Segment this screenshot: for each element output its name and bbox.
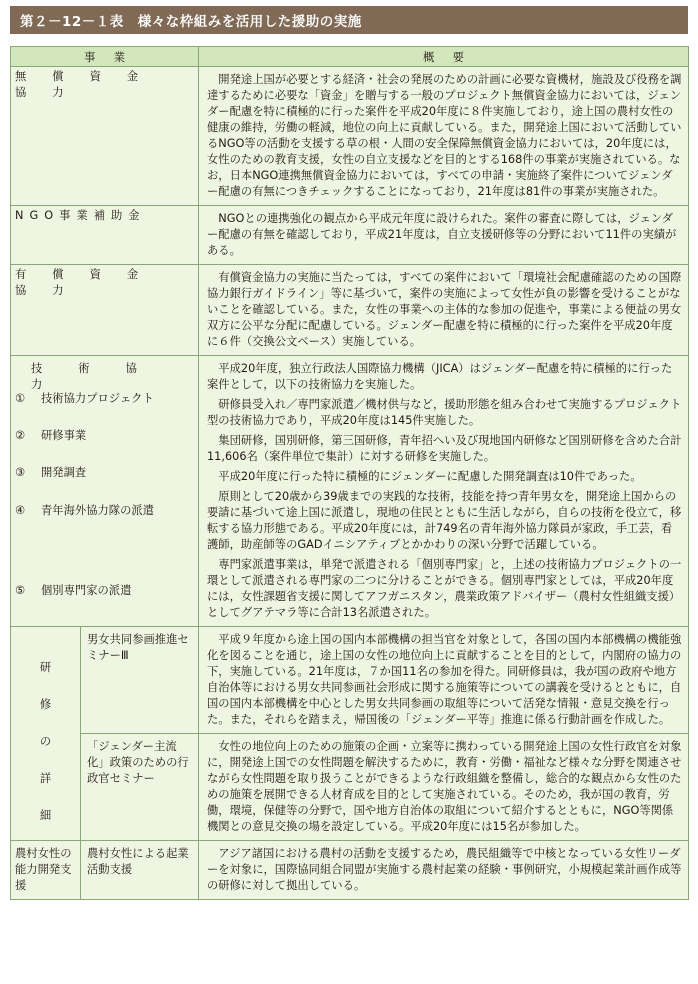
list-item: ② 研修事業 xyxy=(15,429,87,442)
row-name-ngo-subsidy: NGO事業補助金 xyxy=(11,206,199,265)
row-name-rural-entrepreneurship: 農村女性による起業活動支援 xyxy=(81,841,199,900)
table-title-bar xyxy=(10,6,688,34)
row-category-rural-women: 農村女性の能力開発支援 xyxy=(11,841,81,900)
table-row xyxy=(11,206,689,265)
row-name-gender-seminar: 男女共同参画推進セミナーⅢ xyxy=(81,627,199,734)
table-row xyxy=(11,734,689,841)
row-text-grant-aid: 開発途上国が必要とする経済・社会の発展のための計画に必要な資機材，施設及び役務を調達するために必要な「資金」を贈与する一般のプロジェクト無償資金協力においては，ジェンダー配慮を特に積極的に行った案件を平成20年度に８件実施しており，途上国の農村女性の健康の維持，労働の軽減，地位の向上に貢献している。また，開発途上国において活動しているNGO等の活動を支援する草の根・人間の安全保障無償資金協力においては，20年度には，女性のための教育支援，女性の自立支援などを目的とする168件の事業が実施されている。なお，日本NGO連携無償資金協力においては，すべての申請・実施終了案件についてジェンダー配慮の有無につきチェックすることになっており，21年度は81件の事業が実施された。 xyxy=(207,73,682,198)
item-text-tech-project: 研修員受入れ／専門家派遣／機材供与など，援助形態を組み合わせて実施するプロジェクト型の技術協力であり，平成20年度は145件実施した。 xyxy=(207,398,682,427)
row-text-ngo-subsidy: NGOとの連携強化の観点から平成元年度に設けられた。案件の審査に際しては，ジェンダー配慮の有無を確認しており，平成21年度は，自立支援研修等の分野において11件の実績がある。 xyxy=(207,212,677,257)
item-text-training: 集団研修，国別研修，第三国研修，青年招へい及び現地国内研修など国別研修を含めた合計11,606名（案件単位で集計）に対する研修を実施した。 xyxy=(207,434,682,463)
list-item: ④ 青年海外協力隊の派遣 xyxy=(15,504,154,517)
group-training-details: 研 修 の 詳 細 xyxy=(11,627,81,841)
row-name-mainstreaming-seminar: 「ジェンダー主流化」政策のための行政官セミナー xyxy=(81,734,199,841)
table-title: 第２－12－１表 様々な枠組みを活用した援助の実施 xyxy=(20,14,362,30)
row-name-loan-aid: 有償資金協力 xyxy=(11,265,199,356)
table-row xyxy=(11,356,689,627)
table-row xyxy=(11,841,689,900)
header-project: 事業 xyxy=(11,47,199,67)
table-row xyxy=(11,265,689,356)
list-item: ① 技術協力プロジェクト xyxy=(15,392,154,405)
list-item: ③ 開発調査 xyxy=(15,466,87,479)
aid-table xyxy=(10,46,689,900)
item-text-experts: 専門家派遣事業は，単発で派遣される「個別専門家」と，上述の技術協力プロジェクトの一環として派遣される専門家の二つに分けることができる。個別専門家としては，平成20年度には，女性課題省支援に関してアフガニスタン，農業政策アドバイザー（農村女性組織支援）としてグアテマラ等に合計13名派遣された。 xyxy=(207,558,682,619)
header-row xyxy=(11,47,689,67)
row-text-gender-seminar: 平成９年度から途上国の国内本部機構の担当官を対象として，各国の国内本部機構の機能強化を図ることを通じ，途上国の女性の地位向上に貢献することを目的として，内閣府の協力の下，実施している。21年度は，７か国11名の参加を得た。同研修員は，我が国の政府や地方自治体等における男女共同参画社会形成に関する施策等についての講義を受けるとともに，自国の国内本部機構を中心とした男女共同参画の取組等について活発な情報・意見交換を行った。また，それらを踏まえ，帰国後の「ジェンダー平等」推進に係る行動計画を作成した。 xyxy=(207,633,682,726)
table-row xyxy=(11,67,689,206)
row-text-rural-entrepreneurship: アジア諸国における農村の活動を支援するため，農民組織等で中核となっている女性リーダーを対象に，国際協同組合同盟が実施する農村起業の経験・事例研究，小規模起業計画作成等の研修に対して拠出している。 xyxy=(207,847,682,892)
row-name-grant-aid: 無償資金協力 xyxy=(11,67,199,206)
table-row xyxy=(11,627,689,734)
item-text-dev-study: 平成20年度に行った特に積極的にジェンダーに配慮した開発調査は10件であった。 xyxy=(218,470,642,483)
row-name-tech-coop: 技術協力 xyxy=(31,362,173,391)
header-summary: 概要 xyxy=(199,47,689,67)
item-text-jocv: 原則として20歳から39歳までの実践的な技術，技能を持つ青年男女を，開発途上国からの要請に基づいて途上国に派遣し，現地の住民とともに生活しながら，自らの技術を役立て，移転する協力形態である。平成20年度には，計749名の青年海外協力隊員が家政，手工芸，看護師，助産師等のGADイニシアティブとかかわりの深い分野で活躍している。 xyxy=(207,490,682,551)
row-text-mainstreaming-seminar: 女性の地位向上のための施策の企画・立案等に携わっている開発途上国の女性行政官を対象に，開発途上国での女性問題を解決するために，教育・労働・福祉など様々な分野を関連させながら女性問題を取り扱うことができるような行政組織を整備し，総合的な観点から女性のための施策を展開できる人材育成を目的として実施されている。そのため，我が国の教育，労働，環境，保健等の分野で，国や地方自治体の取組について紹介するとともに，NGO等関係機関との意見交換の場を設定している。平成20年度には15名が参加した。 xyxy=(207,740,682,833)
row-text-loan-aid: 有償資金協力の実施に当たっては，すべての案件において「環境社会配慮確認のための国際協力銀行ガイドライン」等に基づいて，案件の実施によって女性が負の影響を受けることがないことを確認している。また，女性の事業への主体的な参加の促進や，事業による便益の男女双方に公平な分配に配慮している。ジェンダー配慮を特に積極的に行った案件を平成20年度に６件（交換公文ベース）実施している。 xyxy=(207,271,682,348)
row-text-tech-coop: 平成20年度，独立行政法人国際協力機構（JICA）はジェンダー配慮を特に積極的に行った案件として，以下の技術協力を実施した。 xyxy=(207,362,673,391)
list-item: ⑤ 個別専門家の派遣 xyxy=(15,584,132,597)
